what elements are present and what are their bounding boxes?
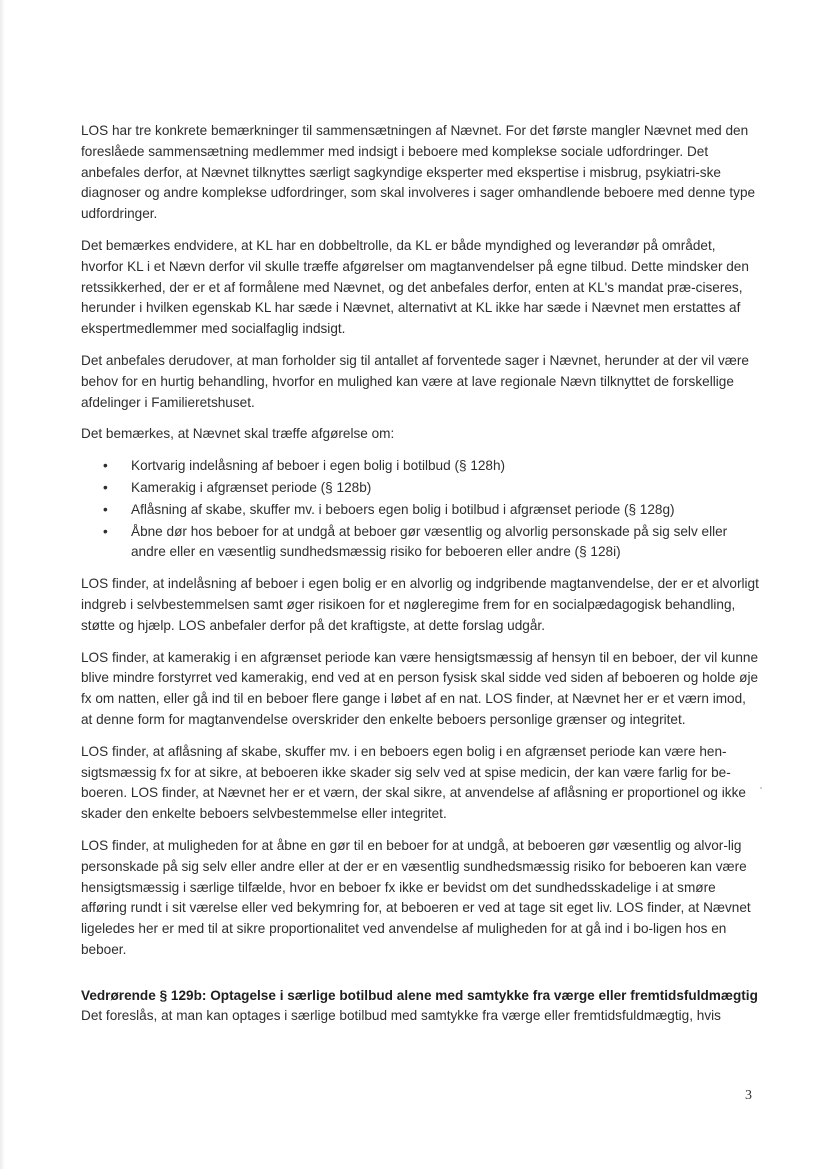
paragraph-åbne-dør: LOS finder, at muligheden for at åbne en gør til en beboer for at undgå, at beboeren gør væsentlig og alvor-lig personskade på sig selv eller andre eller at der er en væsentlig sundhedsmæssig risiko for beboeren kan være hensigtsmæssig i særlige tilfælde, hvor en beboer fx ikke er bevidst om det sundhedsskadelige i at smøre afføring rundt i sit værelse eller ved bekymring for, at beboeren er ved at tage sit eget liv. LOS finder, at Nævnet ligeledes her er med til at sikre proportionalitet ved anvendelse af muligheden for at gå ind i bo-ligen hos en beboer.: [81, 837, 751, 957]
bullet-marker: •: [103, 479, 108, 495]
list-item-text: Aflåsning af skabe, skuffer mv. i beboers egen bolig i botilbud i afgrænset periode (§ 128g): [131, 501, 675, 517]
paragraph-kl-dual-role: Det bemærkes endvidere, at KL har en dobbeltrolle, da KL er både myndighed og leverandør på området, hvorfor KL i et Nævn derfor vil skulle træffe afgørelser om magtanvendelser på egne tilbud. Dette mindsker den retssikkerhed, der er et af formålene med Nævnet, og det anbefales derfor, enten at KL's mandat præ-ciseres, herunder i hvilken egenskab KL har sæde i Nævnet, alternativt at KL ikke har sæde i Nævnet men erstattes af ekspertmedlemmer med socialfaglig indsigt.: [81, 237, 749, 337]
list-item-text: Kortvarig indelåsning af beboer i egen bolig i botilbud (§ 128h): [131, 458, 506, 474]
paragraph-decisions-intro: Det bemærkes, at Nævnet skal træffe afgørelse om:: [81, 426, 395, 442]
bullet-marker: •: [103, 501, 108, 517]
list-item-text: Åbne dør hos beboer for at undgå at beboer gør væsentlig og alvorlig personskade på sig selv eller andre eller en væsentlig sundhedsmæssig risiko for beboeren eller andre (§ 128i): [131, 523, 728, 560]
page-edge-shadow: [0, 0, 5, 1169]
list-item: [81, 456, 761, 477]
section-paragraph: Det foreslås, at man kan optages i særlige botilbud med samtykke fra værge eller fremtidsfuldmægtig, hvis: [81, 1008, 721, 1024]
list-item: [81, 500, 761, 521]
list-item: [81, 522, 761, 564]
list-item-text: Kamerakig i afgrænset periode (§ 128b): [131, 479, 372, 495]
page-number: 3: [745, 1088, 752, 1103]
paragraph-case-volume: Det anbefales derudover, at man forholder sig til antallet af forventede sager i Nævnet, herunder at der vil være behov for en hurtig behandling, hvorfor en mulighed kan være at lave regionale Nævn tilknyttet de forskellige afdelinger i Familieretshuset.: [81, 352, 749, 410]
decisions-list: [81, 456, 761, 563]
bullet-marker: •: [103, 458, 108, 474]
paragraph-kamerakig: LOS finder, at kamerakig i en afgrænset periode kan være hensigtsmæssig af hensyn til en beboer, der vil kunne blive mindre forstyrret ved kamerakig, end ved at en person fysisk skal sidde ved siden af beboeren og holde øje fx om natten, eller gå ind til en beboer flere gange i løbet af en nat. LOS finder, at Nævnet her er et værn imod, at denne form for magtanvendelse overskrider den enkelte beboers personlige grænser og integritet.: [81, 649, 759, 727]
list-item: [81, 478, 761, 499]
bullet-marker: •: [103, 523, 108, 539]
paragraph-indelåsning: LOS finder, at indelåsning af beboer i egen bolig er en alvorlig og indgribende magtanvendelse, der er et alvorligt indgreb i selvbestemmelsen samt øger risikoen for et nøgleregime frem for en socialpædagogisk behandling, støtte og hjælp. LOS anbefaler derfor på det kraftigste, at dette forslag udgår.: [81, 576, 759, 633]
paragraph-nævnet-composition: LOS har tre konkrete bemærkninger til sammensætningen af Nævnet. For det første mangler Nævnet med den foreslåede sammensætning medlemmer med indsigt i beboere med komplekse sociale udfordringer. Det anbefales derfor, at Nævnet tilknyttes særligt sagkyndige eksperter med ekspertise i misbrug, psykiatri-ske diagnoser og andre komplekse udfordringer, som skal involveres i sager omhandlende beboere med denne type udfordringer.: [81, 123, 756, 222]
document-body: [81, 121, 761, 1038]
section-heading: Vedrørende § 129b: Optagelse i særlige botilbud alene med samtykke fra værge eller fremtidsfuldmægtig: [81, 987, 758, 1003]
paragraph-aflåsning: LOS finder, at aflåsning af skabe, skuffer mv. i en beboers egen bolig i en afgrænset periode kan være hen-sigtsmæssig fx for at sikre, at beboeren ikke skader sig selv ved at spise medicin, der kan være farlig for be-boeren. LOS finder, at Nævnet her er et værn, der skal sikre, at anvendelse af aflåsning er proportionel og ikke skader den enkelte beboers selvbestemmelse eller integritet.: [81, 743, 746, 822]
